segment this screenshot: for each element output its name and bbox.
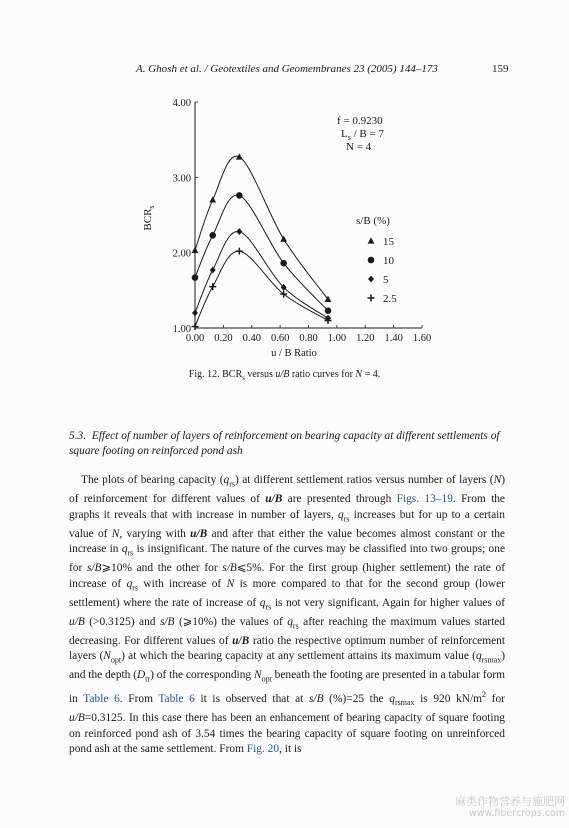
data-point-10 — [325, 307, 332, 314]
annotation-n: N = 4 — [346, 141, 372, 153]
series-curve-5 — [195, 231, 328, 318]
annotation-f: f = 0.9230 — [337, 115, 383, 127]
page-number: 159 — [492, 63, 509, 75]
data-point-15 — [280, 236, 287, 242]
y-axis-label: $BCR_s$ — [142, 205, 156, 231]
x-tick-label: 0.40 — [242, 333, 261, 344]
x-tick-label: 1.40 — [384, 333, 403, 344]
y-tick-label: 4.00 — [172, 98, 191, 109]
series-curve-15 — [195, 156, 328, 299]
x-tick-label: 0.20 — [214, 333, 233, 344]
section-number: 5.3. — [69, 430, 87, 442]
running-title: A. Ghosh et al. / Geotextiles and Geomembranes 23 (2005) 144–173 — [136, 63, 438, 75]
link-fig-20[interactable]: Fig. 20 — [246, 743, 280, 756]
x-tick-label: 1.20 — [356, 333, 375, 344]
legend-title: s/B (%) — [356, 215, 390, 227]
data-point-5 — [192, 310, 198, 317]
data-point-15 — [209, 196, 216, 202]
chart-markers — [192, 153, 332, 330]
y-tick-label: 2.00 — [172, 248, 191, 260]
figure-12 — [140, 90, 440, 360]
x-tick-label: 1.60 — [412, 333, 432, 344]
link-table-6[interactable]: Table 6 — [83, 692, 120, 705]
data-point-10 — [192, 274, 199, 281]
legend-label-2.5: 2.5 — [383, 293, 397, 305]
legend-marker-10 — [368, 257, 375, 264]
body-paragraph: The plots of bearing capacity $(q_{rs})$ at different settlement ratios versus number of layers (N) of reinforcement for different values of u/B are presented through Figs. 13–19. From the graphs it reveals that with increase in number of layers, $q_{rs}$ increases but for up to a certain value of N, varying with u/B and after that either the value becomes almost constant or the increase in $q_{rs}$ is insignificant. The nature of the curves may be classified into two groups; one for s/B⩾10% and the other for s/B⩽5%. For the first group (higher settlement) the rate of increase of $q_{rs}$ with increase of N is more compared to that for the second group (lower settlement) where the rate of increase of $q_{rs}$ is not very significant. Again for higher values of u/B (>0.3125) and s/B (⩾10%) the values of $q_{rs}$ after reaching the maximum values started decreasing. For different values of u/B ratio the respective optimum number of reinforcement layers $(N_{opt})$ at which the bearing capacity at any settlement attains its maximum value $(q_{rsmax})$ and the depth $(D_{tr})$ of the corresponding $N_{opt}$ beneath the footing are presented in a tabular form in Table 6. From Table 6 it is observed that at s/B (%)=25 the $q_{rsmax}$ is 920 $kN/m^2$ for u/B=0.3125. In this case there has been an enhancement of bearing capacity of square footing on reinforced pond ash of 3.54 times the bearing capacity of square footing on unreinforced pond ash at the same settlement. From Fig. 20, it is — [69, 474, 506, 756]
data-point-2.5 — [209, 283, 216, 290]
data-point-5 — [236, 228, 242, 235]
annotation-ls: $L_s / B = 7$ — [341, 128, 384, 142]
figure-caption: Fig. 12. $BCR_s$ versus u/B ratio curves for N = 4. — [188, 369, 381, 382]
legend-label-10: 10 — [383, 255, 394, 267]
y-axis-label-sub: s — [147, 205, 156, 209]
link-table-6-second[interactable]: Table 6 — [158, 692, 195, 705]
section-heading — [69, 429, 509, 459]
legend-label-15: 15 — [383, 236, 394, 248]
section-title: Effect of number of layers of reinforcement on bearing capacity at different settlements of square footing on reinforced pond ash — [69, 430, 500, 457]
data-point-10 — [236, 192, 243, 199]
legend-marker-15 — [368, 237, 375, 243]
legend-marker-5 — [368, 276, 374, 283]
y-tick-label: 1.00 — [172, 324, 191, 335]
data-point-5 — [210, 267, 216, 274]
x-tick-label: 0.80 — [299, 333, 318, 344]
watermark: 麻类作物营养与施肥网 www.fibercrops.com — [455, 795, 565, 819]
y-tick-label: 3.00 — [172, 173, 191, 185]
legend-marker-2.5 — [368, 295, 375, 302]
chart-legend — [368, 236, 398, 305]
data-point-15 — [192, 247, 199, 253]
running-header — [0, 63, 569, 79]
chart-ticks — [173, 98, 432, 344]
series-curve-10 — [195, 195, 328, 311]
series-curve-2.5 — [195, 251, 328, 326]
data-point-10 — [280, 260, 287, 267]
x-axis-label: u / B Ratio — [271, 348, 317, 359]
bcr-chart — [140, 90, 440, 360]
x-tick-label: 0.60 — [270, 333, 290, 344]
link-figs-13-19[interactable]: Figs. 13–19 — [396, 492, 453, 505]
data-point-2.5 — [236, 248, 243, 255]
chart-curves — [195, 156, 328, 326]
legend-label-5: 5 — [383, 274, 389, 286]
x-tick-label: 0.00 — [185, 333, 205, 344]
data-point-10 — [209, 232, 216, 239]
x-tick-label: 1.00 — [327, 333, 347, 344]
